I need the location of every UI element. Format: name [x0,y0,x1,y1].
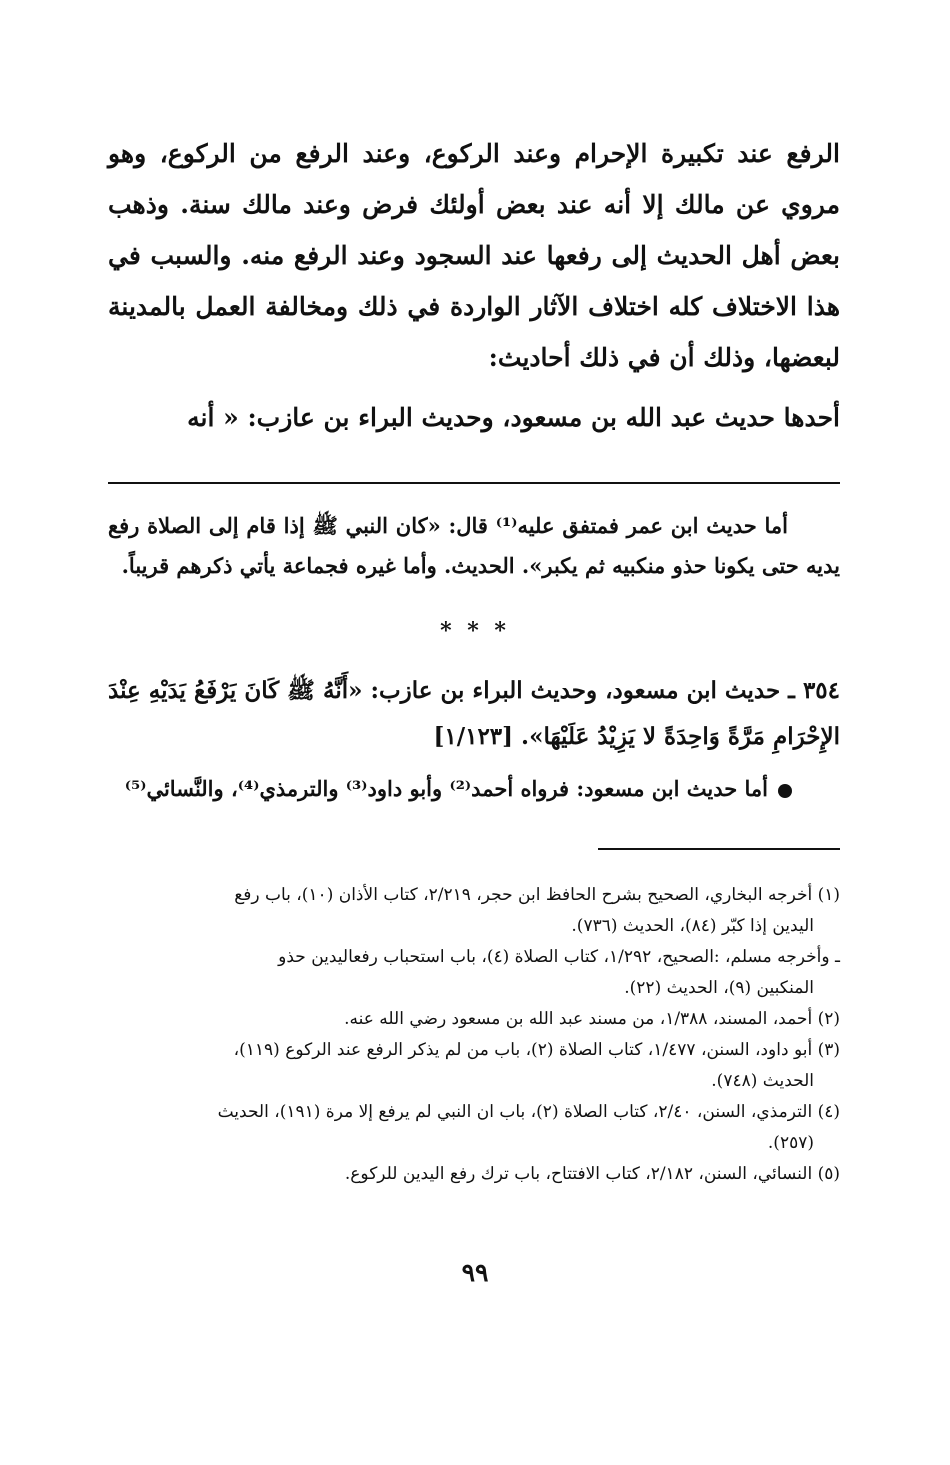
footnote-line: (٣) أبو داود، السنن، ١/٤٧٧، كتاب الصلاة (٢)، باب من لم يذكر الرفع عند الركوع (١١٩)، [233,1040,840,1060]
footnote-continuation: (٢٥٧). [767,1133,814,1153]
footnote-line: ـ وأخرجه مسلم، :الصحيح، ١/٢٩٢، كتاب الصلاة (٤)، باب استحباب رفعاليدين حذو [278,947,840,967]
horizontal-divider [108,482,840,484]
footnote-divider [598,848,840,850]
bullet-line [108,772,840,806]
footnote [108,880,840,942]
footnote [108,1097,840,1159]
main-continuation-line: أحدها حديث عبد الله بن مسعود، وحديث البراء بن عازب: « أنه [187,403,840,432]
footnote [108,1159,840,1190]
main-paragraph: الرفع عند تكبيرة الإحرام وعند الركوع، وعند الرفع من الركوع، وهو مروي عن مالك إلا أنه عند بعض أولئك فرض وعند مالك سنة. وذهب بعض أهل الحديث إلى رفعها عند السجود وعند الرفع منه. والسبب في هذا الاختلاف كله اختلاف الآثار الواردة في ذلك ومخالفة العمل بالمدينة لبعضها، وذلك أن في ذلك أحاديث: [108,139,840,372]
footnote-line: (١) أخرجه البخاري، الصحيح بشرح الحافظ ابن حجر، ٢/٢١٩، كتاب الأذان (١٠)، باب رفع [234,885,840,905]
footnote [108,942,840,1004]
section-separator: * * * [440,618,510,644]
footnote-continuation: اليدين إذا كبّر (٨٤)، الحديث (٧٣٦). [571,916,814,936]
footnote [108,1035,840,1097]
commentary-paragraph: أما حديث ابن عمر فمتفق عليه⁽¹⁾ قال: «كان النبي ﷺ إذا قام إلى الصلاة رفع يديه حتى يكونا حذو منكبيه ثم يكبر». الحديث. وأما غيره فجماعة يأتي ذكرهم قريباً. [108,513,840,578]
main-text-block [108,128,840,383]
footnote-line: (٥) النسائي، السنن، ٢/١٨٢، كتاب الافتتاح، باب ترك رفع اليدين للركوع. [344,1164,840,1184]
footnote [108,1004,840,1035]
bullet-dot-icon [778,784,792,798]
hadith-block [108,668,840,760]
footnote-line: (٤) الترمذي، السنن، ٢/٤٠، كتاب الصلاة (٢)، باب ان النبي لم يرفع إلا مرة (١٩١)، الحديث [217,1102,840,1122]
footnote-continuation: الحديث (٧٤٨). [711,1071,814,1091]
page-number: ٩٩ [461,1258,489,1287]
hadith-text: ٣٥٤ ـ حديث ابن مسعود، وحديث البراء بن عازب: «أَنَّهُ ﷺ كَانَ يَرْفَعُ يَدَيْهِ عِنْدَ الإِحْرَامِ مَرَّةً وَاحِدَةً لا يَزِيْدُ عَلَيْهَا». [١/١٢٣] [108,677,840,750]
footnote-line: (٢) أحمد، المسند، ١/٣٨٨، من مسند عبد الله بن مسعود رضي الله عنه. [344,1009,840,1029]
bullet-text: أما حديث ابن مسعود: فرواه أحمد⁽²⁾ وأبو داود⁽³⁾ والترمذي⁽⁴⁾، والنَّسائي⁽⁵⁾ [124,776,768,801]
footnotes-block [108,880,840,1190]
commentary-block [108,506,840,586]
footnote-continuation: المنكبين (٩)، الحديث (٢٢). [624,978,814,998]
